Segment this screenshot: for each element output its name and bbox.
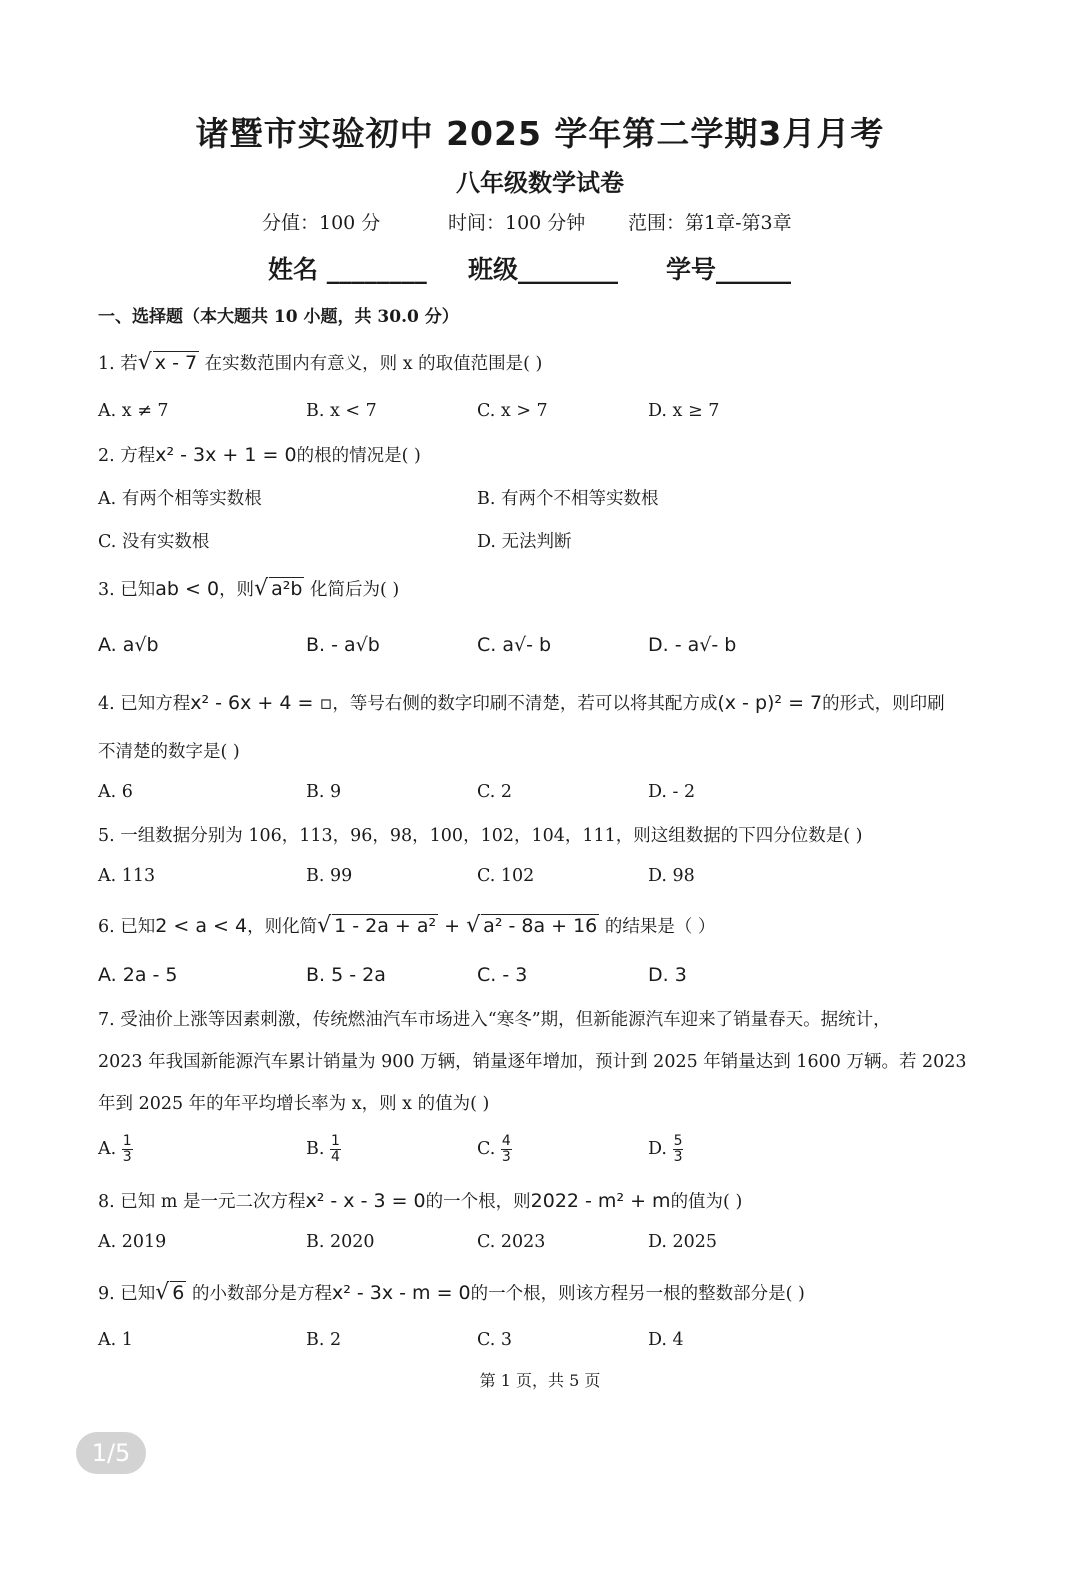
q5-option-d: D. 98 bbox=[648, 866, 695, 886]
question-7-line-3: 年到 2025 年的年平均增长率为 x，则 x 的值为( ) bbox=[98, 1094, 490, 1114]
page-footer: 第 1 页，共 5 页 bbox=[479, 1371, 601, 1390]
q2-option-b: B. 有两个不相等实数根 bbox=[477, 489, 659, 509]
q4-option-b: B. 9 bbox=[306, 782, 342, 802]
question-7-line-1: 7. 受油价上涨等因素刺激，传统燃油汽车市场进入“寒冬”期，但新能源汽车迎来了销量春天。据统计， bbox=[98, 1010, 891, 1030]
question-4-line-2: 不清楚的数字是( ) bbox=[98, 742, 240, 762]
question-2: 2. 方程x² - 3x + 1 = 0的根的情况是( ) bbox=[98, 444, 421, 466]
question-7-line-2: 2023 年我国新能源汽车累计销量为 900 万辆，销量逐年增加，预计到 2025 年销量达到 1600 万辆。若 2023 bbox=[98, 1052, 967, 1072]
exam-subtitle: 八年级数学试卷 bbox=[456, 168, 624, 197]
q7-option-a-fraction: $\frac{1}{3}$ bbox=[122, 1133, 132, 1165]
q2-option-d: D. 无法判断 bbox=[477, 532, 572, 552]
student-id-field: 学号______ bbox=[666, 255, 792, 284]
score-info: 分值：100 分 bbox=[262, 212, 381, 234]
question-5: 5. 一组数据分别为 106，113，96，98，100，102，104，111，则这组数据的下四分位数是( ) bbox=[98, 826, 863, 846]
q6-option-a: A. 2a - 5 bbox=[98, 964, 178, 986]
q9-option-d: D. 4 bbox=[648, 1330, 684, 1350]
q1-option-d: D. x ≥ 7 bbox=[648, 401, 720, 421]
q8-option-c: C. 2023 bbox=[477, 1232, 546, 1252]
q3-option-d: D. - a√- b bbox=[648, 634, 737, 656]
section-title: 一、选择题（本大题共 10 小题，共 30.0 分） bbox=[98, 307, 459, 327]
q2-option-c: C. 没有实数根 bbox=[98, 532, 210, 552]
page-indicator-badge: 1/5 bbox=[76, 1432, 146, 1474]
name-field: 姓名 ________ bbox=[268, 255, 427, 284]
q4-option-d: D. - 2 bbox=[648, 782, 696, 802]
q7-option-b-fraction: $\frac{1}{4}$ bbox=[331, 1133, 340, 1165]
q1-option-a: A. x ≠ 7 bbox=[98, 401, 169, 421]
question-6: 6. 已知2 < a < 4，则化简√ 1 - 2a + a² + √ a² - 8a + 16 的结果是（ ） bbox=[98, 913, 716, 938]
q7-option-c: C. $\frac{4}{3}$ bbox=[477, 1133, 511, 1165]
q5-option-c: C. 102 bbox=[477, 866, 535, 886]
q5-option-a: A. 113 bbox=[98, 866, 156, 886]
q4-option-a: A. 6 bbox=[98, 782, 133, 802]
q3-option-a: A. a√b bbox=[98, 634, 159, 656]
q7-option-d: D. $\frac{5}{3}$ bbox=[648, 1133, 683, 1165]
q5-option-b: B. 99 bbox=[306, 866, 353, 886]
q7-option-c-fraction: $\frac{4}{3}$ bbox=[501, 1133, 511, 1165]
q7-option-a: A. $\frac{1}{3}$ bbox=[98, 1133, 132, 1165]
class-field: 班级________ bbox=[468, 255, 619, 284]
q7-option-b: B. $\frac{1}{4}$ bbox=[306, 1133, 340, 1165]
q3-option-c: C. a√- b bbox=[477, 634, 552, 656]
scope-info: 范围：第1章-第3章 bbox=[628, 212, 792, 234]
q6-option-b: B. 5 - 2a bbox=[306, 964, 386, 986]
question-9: 9. 已知√ 6 的小数部分是方程x² - 3x - m = 0的一个根，则该方程另一根的整数部分是( ) bbox=[98, 1280, 805, 1305]
time-info: 时间：100 分钟 bbox=[448, 212, 586, 234]
q6-option-d: D. 3 bbox=[648, 964, 687, 986]
q4-option-c: C. 2 bbox=[477, 782, 513, 802]
q2-option-a: A. 有两个相等实数根 bbox=[98, 489, 262, 509]
q8-option-d: D. 2025 bbox=[648, 1232, 718, 1252]
q9-option-b: B. 2 bbox=[306, 1330, 342, 1350]
q9-option-a: A. 1 bbox=[98, 1330, 133, 1350]
q1-option-b: B. x < 7 bbox=[306, 401, 377, 421]
q1-option-c: C. x > 7 bbox=[477, 401, 548, 421]
q7-option-d-fraction: $\frac{5}{3}$ bbox=[673, 1133, 683, 1165]
question-3: 3. 已知ab < 0，则√ a²b 化简后为( ) bbox=[98, 576, 400, 601]
exam-title: 诸暨市实验初中 2025 学年第二学期3月月考 bbox=[195, 114, 885, 153]
q3-option-b: B. - a√b bbox=[306, 634, 380, 656]
q6-option-c: C. - 3 bbox=[477, 964, 528, 986]
q8-option-b: B. 2020 bbox=[306, 1232, 375, 1252]
q8-option-a: A. 2019 bbox=[98, 1232, 167, 1252]
question-1: 1. 若√ x - 7 在实数范围内有意义，则 x 的取值范围是( ) bbox=[98, 350, 543, 375]
q9-option-c: C. 3 bbox=[477, 1330, 513, 1350]
question-4: 4. 已知方程x² - 6x + 4 = ▫，等号右侧的数字印刷不清楚，若可以将其配方成(x - p)² = 7的形式，则印刷 bbox=[98, 692, 945, 714]
question-8: 8. 已知 m 是一元二次方程x² - x - 3 = 0的一个根，则2022 - m² + m的值为( ) bbox=[98, 1190, 743, 1212]
